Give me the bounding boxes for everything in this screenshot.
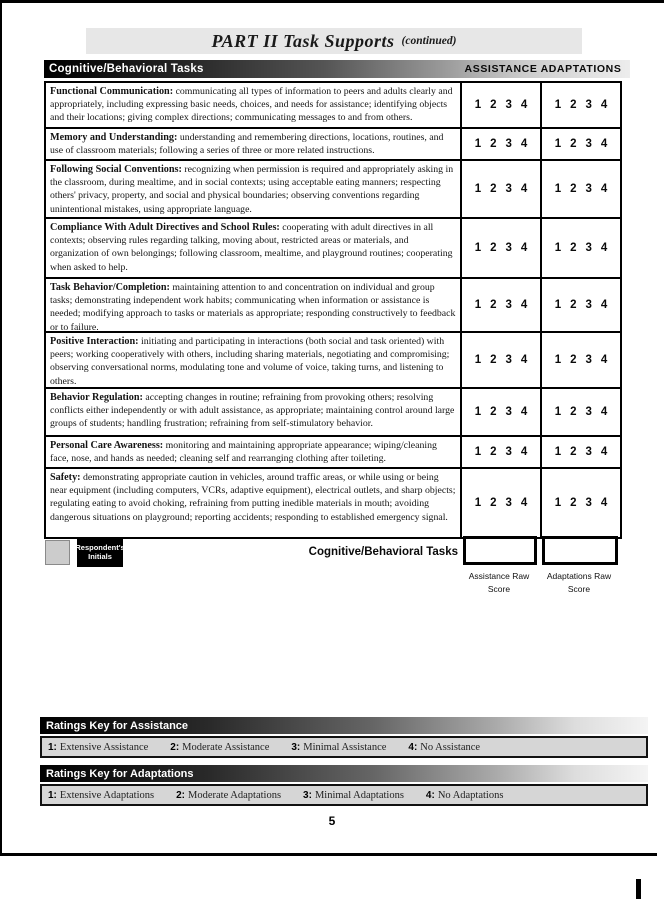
task-text: maintaining attention to and concentration on individual and group tasks; demonstrating independent work habits; communicating when information or assistance is needed; modifying approach to tasks or materials as appropriate; responding constructively to feedback or to failure. [50,282,456,331]
rating-value[interactable]: 3 [585,99,592,111]
rating-value[interactable]: 2 [570,299,577,311]
rating-value[interactable]: 3 [585,354,592,366]
rating-value[interactable]: 4 [600,99,608,111]
task-label: Functional Communication: [50,86,174,97]
task-text: understanding and remembering directions, locations, routines, and use of classroom materials; following a series of three or more related instructions. [50,132,444,157]
tasks-footer-label: Cognitive/Behavioral Tasks [308,546,458,558]
adaptations-raw-score-field[interactable] [542,536,618,565]
rating-value[interactable]: 2 [490,138,497,150]
ratings-key-assistance-header: Ratings Key for Assistance [40,717,648,734]
rating-value[interactable]: 2 [570,183,577,195]
adaptations-rating-scale[interactable] [540,161,620,217]
task-text: recognizing when permission is required and appropriately asking in the classroom, during mealtime, and in social contexts; using acceptable eating manners; respecting others' privacy, property, and social and physical boundaries; observing conventions regarding unintentional mistakes, using appropriate language. [50,164,454,215]
section-header-label: Cognitive/Behavioral Tasks [49,63,204,75]
table-row-functional-communication [46,83,620,129]
task-description [46,437,460,467]
table-row-memory-understanding [46,129,620,161]
adaptations-rating-scale[interactable] [540,389,620,435]
table-row-safety [46,469,620,537]
rating-value[interactable]: 3 [505,497,512,509]
task-description [46,333,460,387]
rating-value[interactable]: 4 [600,299,608,311]
key-item: 4: No Adaptations [425,789,504,801]
adaptations-rating-scale[interactable] [540,333,620,387]
assistance-rating-scale[interactable] [460,469,540,537]
page-title-continued: (continued) [401,35,457,47]
rating-value[interactable]: 2 [570,99,577,111]
assistance-raw-score-label: Assistance Raw Score [468,571,530,594]
task-text: demonstrating appropriate caution in vehicles, around traffic areas, or while using or being near equipment (including computers, VCRs, adaptive equipment), electrical outlets, and sharp objects; regulating eating to avoid choking, refraining from putting inedible materials in mouth; avoiding dangerous situations on playground; reporting accidents; responding to established emergency signal. [50,472,456,523]
table-row-social-conventions [46,161,620,219]
rating-value[interactable]: 4 [600,354,608,366]
rating-value[interactable]: 3 [585,446,592,458]
adaptations-rating-scale[interactable] [540,437,620,467]
table-row-task-behavior [46,279,620,333]
rating-value[interactable]: 4 [520,99,528,111]
rating-value[interactable]: 1 [554,99,562,111]
rating-value[interactable]: 1 [554,183,562,195]
rating-value[interactable]: 4 [520,446,528,458]
task-label: Following Social Conventions: [50,164,182,175]
rating-value[interactable]: 3 [505,446,512,458]
rating-value[interactable]: 1 [554,242,562,254]
rating-value[interactable]: 3 [585,138,592,150]
page-number: 5 [328,814,336,828]
rating-value[interactable]: 2 [490,299,497,311]
table-row-personal-care [46,437,620,469]
task-description [46,389,460,435]
rating-value[interactable]: 3 [585,497,592,509]
adaptations-rating-scale[interactable] [540,469,620,537]
rating-value[interactable]: 2 [490,446,497,458]
rating-value[interactable]: 1 [474,99,482,111]
key-item: 1: Extensive Adaptations [48,789,155,801]
page-border-top [0,0,664,3]
assistance-rating-scale[interactable] [460,161,540,217]
key-item: 2: Moderate Assistance [170,741,270,753]
rating-value[interactable]: 4 [520,406,528,418]
rating-value[interactable]: 2 [490,183,497,195]
rating-value[interactable]: 3 [505,354,512,366]
rating-value[interactable]: 4 [520,183,528,195]
page-border-left [0,0,2,856]
rating-value[interactable]: 2 [490,99,497,111]
table-row-positive-interaction [46,333,620,389]
assistance-rating-scale[interactable] [460,437,540,467]
task-label: Personal Care Awareness: [50,440,164,451]
rating-value[interactable]: 3 [505,406,512,418]
task-label: Compliance With Adult Directives and School Rules: [50,222,280,233]
rating-value[interactable]: 1 [554,406,562,418]
rating-value[interactable]: 3 [585,406,592,418]
rating-value[interactable]: 4 [600,446,608,458]
page-title: PART II Task Supports [211,30,395,51]
adaptations-rating-scale[interactable] [540,219,620,277]
key-item: 2: Moderate Adaptations [176,789,282,801]
key-item: 3: Minimal Adaptations [303,789,404,801]
assistance-rating-scale[interactable] [460,219,540,277]
ratings-key-adaptations-items [40,784,648,806]
rating-value[interactable]: 2 [490,406,497,418]
rating-value[interactable]: 1 [554,446,562,458]
rating-value[interactable]: 4 [520,299,528,311]
assistance-rating-scale[interactable] [460,83,540,127]
rating-value[interactable]: 3 [505,242,512,254]
page-border-bottom [0,853,657,856]
task-description [46,279,460,331]
rating-value[interactable]: 1 [474,138,482,150]
rating-value[interactable]: 3 [505,99,512,111]
rating-value[interactable]: 2 [570,138,577,150]
assistance-column-header: ASSISTANCE [464,63,538,75]
rating-value[interactable]: 1 [474,299,482,311]
task-text: initiating and participating in interactions (both social and task oriented) with peers; working cooperatively with others, including sharing materials, negotiating and compromising; observing conversational norms, modulating tone and volume of voice, taking turns, and listening to others. [50,336,450,387]
rating-value[interactable]: 2 [570,446,577,458]
assistance-rating-scale[interactable] [460,129,540,159]
adaptations-column-header: ADAPTATIONS [540,63,622,75]
assistance-rating-scale[interactable] [460,389,540,435]
rating-value[interactable]: 2 [570,497,577,509]
assistance-raw-score-field[interactable] [463,536,537,565]
rating-value[interactable]: 2 [570,406,577,418]
task-label: Safety: [50,472,81,483]
rating-value[interactable]: 4 [520,497,528,509]
adaptations-raw-score-label: Adaptations Raw Score [546,571,612,594]
rating-value[interactable]: 4 [520,242,528,254]
task-description [46,161,460,217]
registration-mark [636,879,641,899]
rating-value[interactable]: 4 [600,497,608,509]
task-text: monitoring and maintaining appropriate appearance; wiping/cleaning face, nose, and hands as needed; cleaning self and rearranging clothing after toileting. [50,440,437,465]
rating-value[interactable]: 3 [585,299,592,311]
table-row-behavior-regulation [46,389,620,437]
task-text: cooperating with adult directives in all contexts; observing rules regarding talking, moving about, restricted areas or materials, and organization of own belongings; following classroom, mealtime, and playground routines; cooperating when asked to help. [50,222,453,273]
task-description [46,129,460,159]
rating-value[interactable]: 4 [600,138,608,150]
adaptations-rating-scale[interactable] [540,129,620,159]
rating-value[interactable]: 4 [520,354,528,366]
assistance-rating-scale[interactable] [460,279,540,331]
rating-value[interactable]: 2 [570,354,577,366]
rating-value[interactable]: 1 [474,406,482,418]
rating-value[interactable]: 2 [490,242,497,254]
task-supports-table [44,81,622,539]
ratings-key-adaptations-header: Ratings Key for Adaptations [40,765,648,782]
page-title-band [86,28,582,54]
rating-value[interactable]: 1 [554,497,562,509]
task-description [46,83,460,127]
task-description [46,219,460,277]
key-item: 1: Extensive Assistance [48,741,149,753]
task-label: Behavior Regulation: [50,392,143,403]
rating-value[interactable]: 2 [490,354,497,366]
key-item: 3: Minimal Assistance [291,741,387,753]
table-row-compliance [46,219,620,279]
rating-value[interactable]: 3 [585,242,592,254]
task-description [46,469,460,537]
task-text: communicating all types of information to peers and adults clearly and appropriately, including expressing basic needs, choices, and needs for assistance; identifying objects and their locations; giving complex directions; communicating messages to and from others. [50,86,453,124]
rating-value[interactable]: 1 [554,354,562,366]
key-item: 4: No Assistance [408,741,481,753]
rating-value[interactable]: 1 [554,299,562,311]
rating-value[interactable]: 2 [490,497,497,509]
rating-value[interactable]: 2 [570,242,577,254]
rating-value[interactable]: 3 [505,299,512,311]
task-label: Memory and Understanding: [50,132,178,143]
rating-value[interactable]: 3 [505,183,512,195]
rating-value[interactable]: 1 [474,497,482,509]
rating-value[interactable]: 1 [474,354,482,366]
rating-value[interactable]: 1 [474,446,482,458]
rating-value[interactable]: 4 [600,242,608,254]
rating-value[interactable]: 1 [474,183,482,195]
task-text: accepting changes in routine; refraining from provoking others; resolving conflicts either independently or with adult assistance, as appropriate; maintaining control around large groups of students; handling frustration; refraining from self-stimulatory behavior. [50,392,455,430]
rating-value[interactable]: 3 [505,138,512,150]
respondent-initials-field[interactable] [45,540,70,565]
assistance-rating-scale[interactable] [460,333,540,387]
rating-value[interactable]: 1 [554,138,562,150]
adaptations-rating-scale[interactable] [540,83,620,127]
task-label: Positive Interaction: [50,336,139,347]
task-label: Task Behavior/Completion: [50,282,170,293]
adaptations-rating-scale[interactable] [540,279,620,331]
rating-value[interactable]: 1 [474,242,482,254]
rating-value[interactable]: 4 [600,183,608,195]
rating-value[interactable]: 4 [600,406,608,418]
respondent-initials-label: Respondent's Initials [77,537,123,567]
rating-value[interactable]: 4 [520,138,528,150]
rating-value[interactable]: 3 [585,183,592,195]
ratings-key-assistance-items [40,736,648,758]
